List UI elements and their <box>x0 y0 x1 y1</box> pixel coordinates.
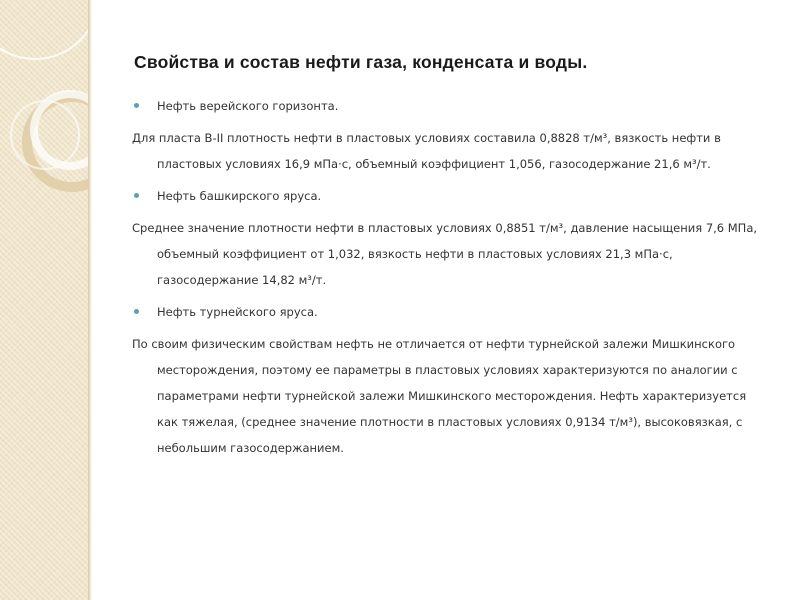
bullet-text: Нефть верейского горизонта. <box>157 99 339 113</box>
decorative-side-panel <box>0 0 88 600</box>
bullet-text: Нефть турнейского яруса. <box>157 305 318 319</box>
bullet-text: Нефть башкирского яруса. <box>157 189 322 203</box>
paragraph: Среднее значение плотности нефти в пластовых условиях 0,8851 т/м³, давление насыщения 7,6 МПа, объемный коэффициент от 1,032, вязкость нефти в пластовых условиях 21,3 мПа·с, газосодержание 14,82 м³/т. <box>132 221 758 287</box>
paragraph: По своим физическим свойствам нефть не отличается от нефти турнейской залежи Мишкинского месторождения, поэтому ее параметры в пластовых условиях характеризуются по аналогии с параметрами нефти турнейской залежи Мишкинского месторождения. Нефть характеризуется как тяжелая, (среднее значение плотности в пластовых условиях 0,9134 т/м³), высоковязкая, с небольшим газосодержанием. <box>132 337 747 455</box>
decorative-ring-icon <box>10 100 80 170</box>
bullet-icon <box>134 309 139 314</box>
bullet-item <box>132 183 767 209</box>
bullet-icon <box>134 193 139 198</box>
panel-divider <box>88 0 92 600</box>
bullet-item <box>132 299 767 325</box>
bullet-icon <box>134 103 139 108</box>
paragraph: Для пласта В-II плотность нефти в пластовых условиях составила 0,8828 т/м³, вязкость нефти в пластовых условиях 16,9 мПа·с, объемный коэффициент 1,056, газосодержание 21,6 м³/т. <box>132 131 721 171</box>
bullet-item <box>132 93 767 119</box>
decorative-ring-icon <box>0 0 88 60</box>
slide-body <box>132 93 767 467</box>
slide-title: Свойства и состав нефти газа, конденсата и воды. <box>134 52 588 72</box>
